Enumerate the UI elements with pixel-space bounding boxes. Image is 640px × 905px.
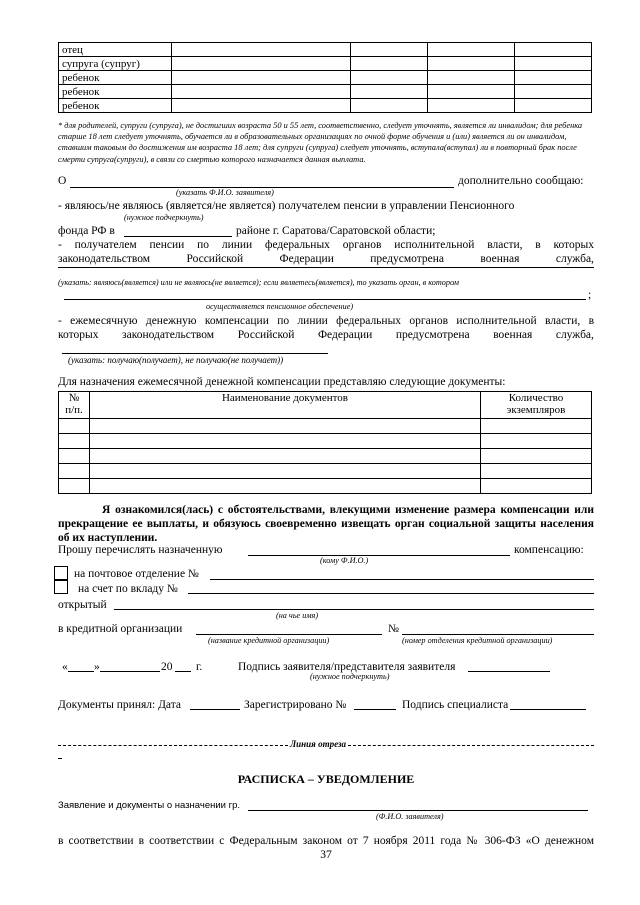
word: военная — [480, 253, 520, 265]
word: Федерации — [279, 253, 334, 265]
footnote: * для родителей, супруги (супруга), не достигших возраста 50 и 55 лет, соответственно, следует уточнять, является ли инвалидом; для ребенка старше 18 лет следует уточнять, обучается ли в образовательных организациях по очной форме обучения и (или) является ли он инвалидом, ставшим таковым до достижения им возраста 18 лет; для супруги (супруга) следует уточнять, вступала(вступал) ли в повторный брак после смерти супруга(супруги), в связи со смертью которого назначается данная выплата. — [58, 121, 583, 164]
credit-branch-hint: (номер отделения кредитной организации) — [402, 636, 553, 645]
family-cell[interactable] — [515, 43, 592, 57]
family-row — [59, 71, 592, 85]
col-qty-header — [481, 392, 592, 419]
document-cell[interactable] — [59, 464, 90, 479]
deposit-line[interactable] — [188, 593, 594, 594]
transfer-hint: (кому Ф.И.О.) — [320, 556, 369, 565]
document-row — [59, 479, 592, 494]
word: Российской — [186, 253, 244, 265]
family-row — [59, 99, 592, 113]
document-cell[interactable] — [481, 419, 592, 434]
signature-label: Подпись заявителя/представителя заявителя — [238, 661, 456, 673]
documents-table — [58, 391, 592, 494]
date-year-prefix: 20 — [161, 661, 173, 673]
credit-org-num: № — [388, 623, 399, 635]
document-row — [59, 434, 592, 449]
cut-line-tail — [58, 758, 62, 759]
district-label: районе г. Саратова/Саратовской области; — [236, 225, 436, 237]
post-office-checkbox[interactable] — [54, 566, 68, 580]
document-cell[interactable] — [90, 434, 481, 449]
opened-label: открытый — [58, 599, 107, 611]
compensation-hint: (указать: получаю(получает), не получаю(не получает)) — [68, 355, 284, 365]
acknowledgement: Я ознакомился(лась) с обстоятельствами, влекущими изменение размера компенсации или прекращение ее выплаты, и обязуюсь своевременно извещать орган социальной защиты населения об их наступлении. — [58, 504, 594, 544]
date-month-line[interactable] — [100, 671, 160, 672]
document-cell[interactable] — [59, 434, 90, 449]
deposit-label: на счет по вкладу № — [78, 583, 178, 595]
accepted-date-line[interactable] — [190, 709, 240, 710]
col-qty-sub: экземпляров — [506, 404, 566, 416]
o-label: О — [58, 175, 67, 187]
page-number: 37 — [320, 849, 332, 861]
document-cell[interactable] — [481, 449, 592, 464]
document-cell[interactable] — [90, 419, 481, 434]
federal-line-2 — [58, 252, 594, 266]
family-cell[interactable] — [172, 85, 351, 99]
pension-line: - являюсь/не являюсь (является/не является) получателем пенсии в управлении Пенсионного — [58, 200, 515, 212]
family-relation: супруга (супруг) — [59, 57, 172, 71]
family-cell[interactable] — [515, 57, 592, 71]
family-row — [59, 57, 592, 71]
document-row — [59, 449, 592, 464]
federal-organ-line[interactable] — [64, 299, 586, 300]
credit-org-line[interactable] — [196, 634, 382, 635]
transfer-recipient-line[interactable] — [248, 555, 510, 556]
deposit-checkbox[interactable] — [54, 580, 68, 594]
family-cell[interactable] — [515, 85, 592, 99]
additional-info-label: дополнительно сообщаю: — [458, 175, 584, 187]
word: законодательством — [122, 329, 215, 341]
family-cell[interactable] — [351, 99, 428, 113]
col-number-label: № — [68, 392, 80, 404]
cut-line-label: Линия отреза — [290, 739, 346, 749]
col-number-header — [59, 392, 90, 419]
word: Российской — [237, 329, 295, 341]
document-cell[interactable] — [481, 479, 592, 494]
family-cell[interactable] — [428, 43, 515, 57]
receipt-name-line[interactable] — [248, 810, 588, 811]
credit-branch-line[interactable] — [402, 634, 594, 635]
family-row — [59, 85, 592, 99]
date-year-line[interactable] — [175, 671, 191, 672]
federal-line-1: - получателем пенсии по линии федеральных органов исполнительной власти, в которых — [58, 239, 594, 251]
family-row — [59, 43, 592, 57]
document-cell[interactable] — [90, 464, 481, 479]
opened-hint: (на чье имя) — [276, 611, 319, 620]
specialist-sign-line[interactable] — [510, 709, 586, 710]
family-cell[interactable] — [351, 71, 428, 85]
credit-org-label: в кредитной организации — [58, 623, 183, 635]
word: которых — [58, 329, 99, 341]
family-relation: ребенок — [59, 85, 172, 99]
document-cell[interactable] — [59, 479, 90, 494]
col-number-sub: п/п. — [65, 404, 83, 416]
family-cell[interactable] — [172, 43, 351, 57]
accepted-date-label: Документы принял: Дата — [58, 699, 182, 711]
signature-line[interactable] — [468, 671, 550, 672]
cut-line — [58, 739, 594, 751]
receipt-label: Заявление и документы о назначении гр. — [58, 800, 240, 811]
registered-line[interactable] — [354, 709, 396, 710]
family-cell[interactable] — [351, 43, 428, 57]
transfer-end-label: компенсацию: — [514, 544, 584, 556]
transfer-label: Прошу перечислять назначенную — [58, 544, 223, 556]
docs-intro: Для назначения ежемесячной денежной компенсации представляю следующие документы: — [58, 376, 506, 388]
post-office-line[interactable] — [210, 579, 594, 580]
word: военная — [493, 329, 533, 341]
document-cell[interactable] — [90, 449, 481, 464]
federal-fill-line[interactable] — [58, 267, 594, 268]
document-cell[interactable] — [59, 449, 90, 464]
date-open-quote: « — [62, 661, 68, 673]
family-cell[interactable] — [351, 85, 428, 99]
registered-label: Зарегистрировано № — [244, 699, 347, 711]
federal-hint-1: (указать: являюсь(является) или не являюсь(не является); если являетесь(является), то указать орган, в котором — [58, 278, 459, 287]
document-row — [59, 419, 592, 434]
signature-hint: (нужное подчеркнуть) — [310, 672, 390, 681]
fund-label: фонда РФ в — [58, 225, 115, 237]
family-cell[interactable] — [515, 71, 592, 85]
compensation-line-2 — [58, 328, 594, 342]
post-office-label: на почтовое отделение № — [74, 568, 199, 580]
family-relation: ребенок — [59, 71, 172, 85]
family-cell[interactable] — [428, 71, 515, 85]
district-line[interactable] — [124, 236, 232, 237]
family-cell[interactable] — [428, 85, 515, 99]
document-row — [59, 464, 592, 479]
document-cell[interactable] — [481, 434, 592, 449]
family-cell[interactable] — [428, 99, 515, 113]
col-qty-label: Количество — [508, 392, 564, 404]
credit-org-hint: (название кредитной организации) — [208, 636, 330, 645]
word: законодательством — [58, 253, 151, 265]
word: служба, — [555, 329, 594, 341]
family-cell[interactable] — [428, 57, 515, 71]
opened-line[interactable] — [114, 609, 594, 610]
semicolon: ; — [588, 289, 592, 301]
word: Федерации — [317, 329, 373, 341]
applicant-name-hint: (указать Ф.И.О. заявителя) — [176, 188, 274, 197]
specialist-sign-label: Подпись специалиста — [402, 699, 509, 711]
document-cell[interactable] — [90, 479, 481, 494]
family-cell[interactable] — [172, 57, 351, 71]
compensation-fill-line[interactable] — [62, 353, 328, 354]
col-name-header: Наименование документов — [90, 392, 481, 419]
family-cell[interactable] — [515, 99, 592, 113]
date-day-line[interactable] — [68, 671, 94, 672]
receipt-hint: (Ф.И.О. заявителя) — [376, 812, 444, 821]
document-cell[interactable] — [481, 464, 592, 479]
family-table — [58, 42, 592, 113]
family-cell[interactable] — [351, 57, 428, 71]
word: предусмотрена — [395, 329, 470, 341]
document-cell[interactable] — [59, 419, 90, 434]
date-close-quote: » — [94, 661, 100, 673]
family-cell[interactable] — [172, 99, 351, 113]
pension-hint: (нужное подчеркнуть) — [124, 213, 204, 222]
family-relation: отец — [59, 43, 172, 57]
last-line: в соответствии в соответствии с Федеральным законом от 7 ноября 2011 года № 306-ФЗ «О денежном — [58, 835, 594, 847]
word: предусмотрена — [370, 253, 444, 265]
word: служба, — [555, 253, 594, 265]
receipt-title: РАСПИСКА – УВЕДОМЛЕНИЕ — [237, 772, 415, 786]
family-cell[interactable] — [172, 71, 351, 85]
federal-hint-2: осуществляется пенсионное обеспечение) — [206, 302, 354, 311]
family-relation: ребенок — [59, 99, 172, 113]
date-year-suffix: г. — [196, 661, 203, 673]
compensation-line-1: - ежемесячную денежную компенсации по линии федеральных органов исполнительной власти, в — [58, 315, 594, 327]
